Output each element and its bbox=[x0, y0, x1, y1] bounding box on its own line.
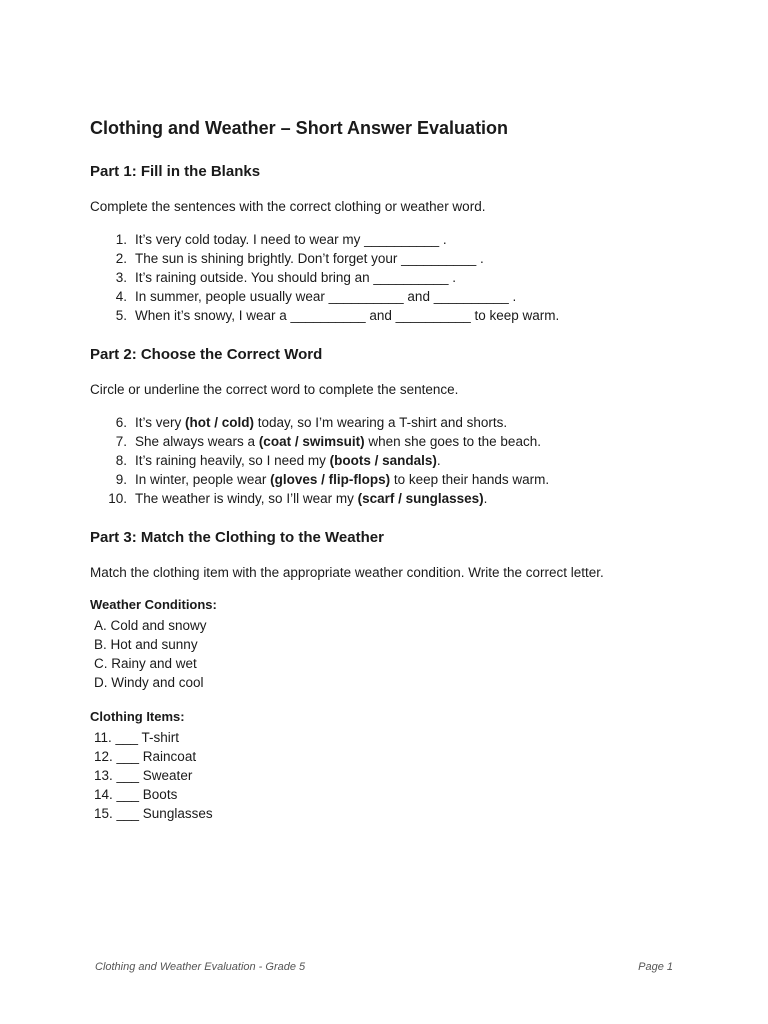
question-text bbox=[135, 489, 487, 508]
condition-item: A. Cold and snowy bbox=[94, 618, 207, 633]
part1-section bbox=[90, 162, 690, 325]
question-number: 3. bbox=[115, 270, 127, 285]
question-number: 1. bbox=[115, 232, 127, 247]
question-text bbox=[135, 432, 541, 451]
part2-heading: Part 2: Choose the Correct Word bbox=[90, 346, 323, 363]
part2-section bbox=[90, 345, 690, 508]
part3-heading: Part 3: Match the Clothing to the Weather bbox=[90, 529, 384, 546]
condition-item: C. Rainy and wet bbox=[94, 656, 197, 671]
question-number: 5. bbox=[115, 308, 127, 323]
question-item bbox=[90, 230, 690, 249]
question-text-after: . bbox=[483, 491, 488, 506]
question-text: When it’s snowy, I wear a __________ and __________ to keep warm. bbox=[135, 308, 560, 323]
question-text: The sun is shining brightly. Don’t forget your __________ . bbox=[135, 251, 484, 266]
question-text-after: today, so I’m wearing a T-shirt and shorts. bbox=[254, 415, 508, 430]
question-text-before: She always wears a bbox=[135, 434, 259, 449]
part1-instruction: Complete the sentences with the correct clothing or weather word. bbox=[90, 199, 486, 214]
clothing-items-list bbox=[90, 728, 690, 823]
question-text-before: In winter, people wear bbox=[135, 472, 271, 487]
question-text: It’s raining outside. You should bring an __________ . bbox=[135, 270, 457, 285]
question-item bbox=[90, 287, 690, 306]
part3-instruction: Match the clothing item with the appropriate weather condition. Write the correct letter. bbox=[90, 565, 604, 580]
question-item bbox=[90, 432, 690, 451]
question-text: In summer, people usually wear __________ and __________ . bbox=[135, 289, 517, 304]
weather-conditions-list bbox=[90, 616, 690, 692]
question-item bbox=[90, 413, 690, 432]
question-text-after: when she goes to the beach. bbox=[364, 434, 541, 449]
question-item bbox=[90, 470, 690, 489]
question-item bbox=[90, 249, 690, 268]
weather-conditions-heading: Weather Conditions: bbox=[90, 597, 217, 612]
clothing-item: 15. ___ Sunglasses bbox=[94, 806, 213, 821]
footer-document-title: Clothing and Weather Evaluation - Grade 5 bbox=[95, 961, 306, 973]
page-footer bbox=[95, 961, 673, 973]
clothing-items-heading: Clothing Items: bbox=[90, 709, 185, 724]
part2-instruction: Circle or underline the correct word to complete the sentence. bbox=[90, 382, 459, 397]
clothing-item: 14. ___ Boots bbox=[94, 787, 178, 802]
word-choice: (coat / swimsuit) bbox=[258, 434, 365, 449]
question-text-after: to keep their hands warm. bbox=[390, 472, 550, 487]
clothing-item: 11. ___ T-shirt bbox=[94, 730, 180, 745]
question-number: 8. bbox=[115, 453, 127, 468]
word-choice: (scarf / sunglasses) bbox=[357, 491, 484, 506]
document-body bbox=[90, 116, 690, 839]
clothing-item: 13. ___ Sweater bbox=[94, 768, 193, 783]
clothing-item: 12. ___ Raincoat bbox=[94, 749, 197, 764]
question-item bbox=[90, 268, 690, 287]
question-text bbox=[135, 413, 507, 432]
question-text bbox=[135, 451, 441, 470]
part3-section bbox=[90, 528, 690, 823]
question-number: 7. bbox=[115, 434, 127, 449]
condition-item: B. Hot and sunny bbox=[94, 637, 198, 652]
question-number: 4. bbox=[115, 289, 127, 304]
part2-question-list bbox=[90, 413, 690, 508]
question-text bbox=[135, 470, 549, 489]
word-choice: (boots / sandals) bbox=[329, 453, 437, 468]
part1-question-list bbox=[90, 230, 690, 325]
question-text: It’s very cold today. I need to wear my __________ . bbox=[135, 232, 447, 247]
footer-page-number: Page 1 bbox=[638, 961, 673, 973]
document-title: Clothing and Weather – Short Answer Evaluation bbox=[90, 118, 509, 138]
question-number: 10. bbox=[108, 491, 127, 506]
word-choice: (gloves / flip-flops) bbox=[270, 472, 391, 487]
part1-heading: Part 1: Fill in the Blanks bbox=[90, 163, 261, 180]
question-item bbox=[90, 306, 690, 325]
question-number: 2. bbox=[115, 251, 127, 266]
question-item bbox=[90, 489, 690, 508]
question-text-before: The weather is windy, so I’ll wear my bbox=[135, 491, 358, 506]
question-number: 9. bbox=[115, 472, 127, 487]
word-choice: (hot / cold) bbox=[185, 415, 254, 430]
question-text-before: It’s very bbox=[135, 415, 186, 430]
question-text-before: It’s raining heavily, so I need my bbox=[135, 453, 330, 468]
question-item bbox=[90, 451, 690, 470]
question-number: 6. bbox=[115, 415, 127, 430]
condition-item: D. Windy and cool bbox=[94, 675, 204, 690]
question-text-after: . bbox=[436, 453, 441, 468]
